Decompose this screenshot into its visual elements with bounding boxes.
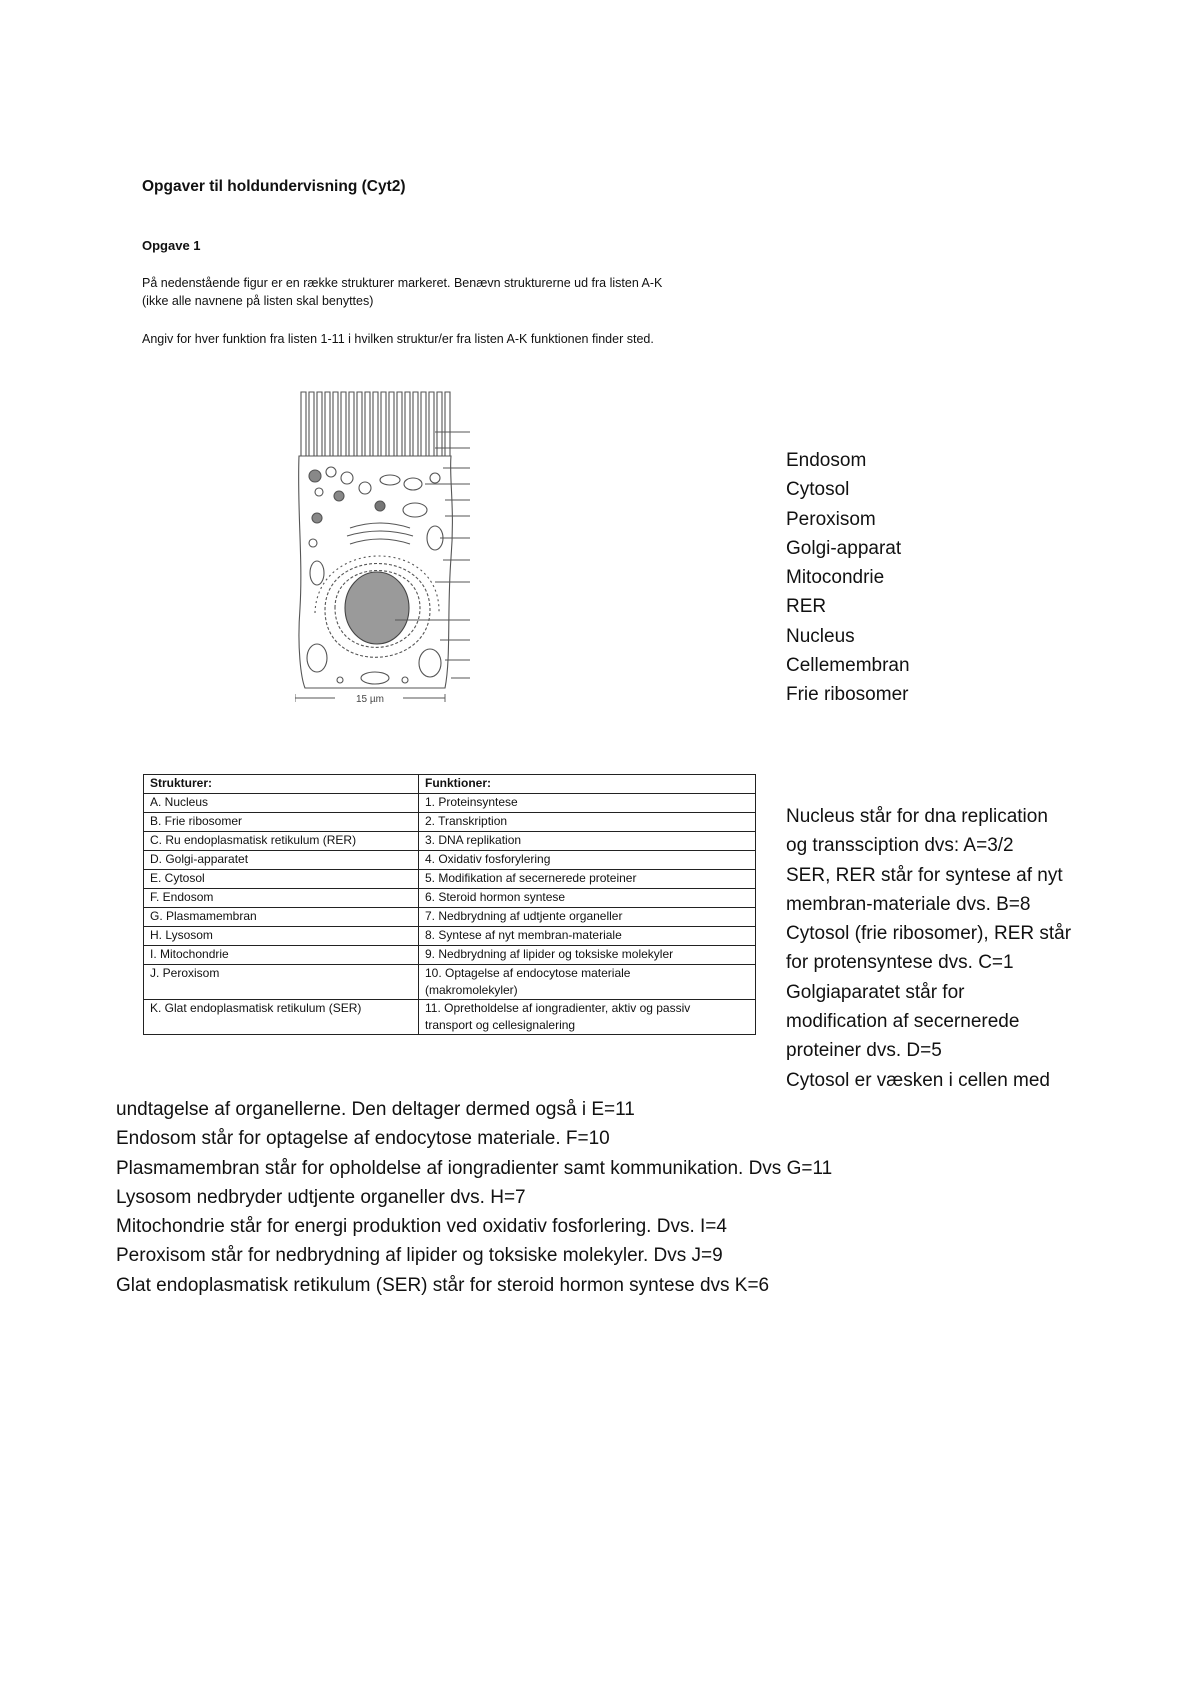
list-item: Cytosol <box>786 479 850 501</box>
list-item: Mitocondrie <box>786 567 885 589</box>
answer-line: Plasmamembran står for opholdelse af iongradienter samt kommunikation. Dvs G=11 <box>116 1157 833 1179</box>
scale-label: 15 µm <box>356 694 384 705</box>
cell-line: 10. Optagelse af endocytose materiale <box>425 966 631 980</box>
list-item: Golgi-apparat <box>786 537 902 559</box>
table-cell: I. Mitochondrie <box>144 946 419 965</box>
table-row <box>144 889 756 908</box>
task-instruction-2: Angiv for hver funktion fra listen 1-11 i hvilken struktur/er fra listen A-K funktionen finder sted. <box>142 332 654 346</box>
nucleus <box>345 572 409 644</box>
list-item: Peroxisom <box>786 508 876 530</box>
table-row <box>144 965 756 1000</box>
table-cell: F. Endosom <box>144 889 419 908</box>
table-row <box>144 946 756 965</box>
mitochondrion <box>307 644 327 672</box>
table-header: Funktioner: <box>419 775 756 794</box>
answer-line: og transsciption dvs: A=3/2 <box>786 835 1014 857</box>
table-cell: H. Lysosom <box>144 927 419 946</box>
table-cell: 8. Syntese af nyt membran-materiale <box>419 927 756 946</box>
table-row <box>144 813 756 832</box>
table-cell: E. Cytosol <box>144 870 419 889</box>
table-cell: 1. Proteinsyntese <box>419 794 756 813</box>
table-row <box>144 908 756 927</box>
table-cell: G. Plasmamembran <box>144 908 419 927</box>
microvilli <box>301 392 450 456</box>
answer-line: Endosom står for optagelse af endocytose materiale. F=10 <box>116 1128 610 1150</box>
answer-line: SER, RER står for syntese af nyt <box>786 864 1063 886</box>
table-cell: 4. Oxidativ fosforylering <box>419 851 756 870</box>
answer-line: Peroxisom står for nedbrydning af lipider og toksiske molekyler. Dvs J=9 <box>116 1245 723 1267</box>
list-item: Cellemembran <box>786 655 910 677</box>
answer-line: Mitochondrie står for energi produktion ved oxidativ fosforlering. Dvs. I=4 <box>116 1216 727 1238</box>
answer-line: proteiner dvs. D=5 <box>786 1040 942 1062</box>
answer-line: Nucleus står for dna replication <box>786 806 1048 827</box>
table-row <box>144 832 756 851</box>
table-cell: D. Golgi-apparatet <box>144 851 419 870</box>
cell-line: (makromolekyler) <box>425 983 518 997</box>
table-row <box>144 870 756 889</box>
label-lines <box>395 432 470 678</box>
list-item: Frie ribosomer <box>786 684 909 706</box>
table-row <box>144 794 756 813</box>
table-cell: J. Peroxisom <box>144 965 419 1000</box>
cell-line: transport og cellesignalering <box>425 1018 576 1032</box>
table-cell: A. Nucleus <box>144 794 419 813</box>
answer-line: for protensyntese dvs. C=1 <box>786 952 1014 974</box>
table-cell: 6. Steroid hormon syntese <box>419 889 756 908</box>
table-header: Strukturer: <box>144 775 419 794</box>
cell-diagram <box>295 388 495 708</box>
table-cell <box>419 965 756 1000</box>
table-header-row <box>144 775 756 794</box>
answer-line: Golgiaparatet står for <box>786 981 965 1003</box>
task-instruction-1: På nedenstående figur er en række strukturer markeret. Benævn strukturerne ud fra listen A-K (ikke alle navnene på listen skal benyttes) <box>142 276 663 308</box>
list-item: Nucleus <box>786 625 855 647</box>
table-cell: 9. Nedbrydning af lipider og toksiske molekyler <box>419 946 756 965</box>
cell-line: 11. Opretholdelse af iongradienter, aktiv og passiv <box>425 1001 691 1015</box>
golgi-apparatus <box>347 523 413 544</box>
answer-line: Cytosol (frie ribosomer), RER står <box>786 923 1072 945</box>
table-cell: C. Ru endoplasmatisk retikulum (RER) <box>144 832 419 851</box>
task-heading: Opgave 1 <box>142 238 201 253</box>
cell-diagram-svg <box>295 388 495 708</box>
table-row <box>144 851 756 870</box>
table-row <box>144 1000 756 1035</box>
document-title: Opgaver til holdundervisning (Cyt2) <box>142 178 406 195</box>
table-cell: 5. Modifikation af secernerede proteiner <box>419 870 756 889</box>
table-cell <box>419 1000 756 1035</box>
structure-name-list <box>786 446 910 710</box>
list-item: RER <box>786 596 827 618</box>
answer-line: Glat endoplasmatisk retikulum (SER) står for steroid hormon syntese dvs K=6 <box>116 1274 770 1296</box>
answer-line: Cytosol er væsken i cellen med <box>786 1069 1050 1091</box>
answer-line: membran-materiale dvs. B=8 <box>786 893 1031 915</box>
answer-line: undtagelse af organellerne. Den deltager dermed også i E=11 <box>116 1099 635 1120</box>
answers-full-width <box>116 1095 832 1300</box>
structures-functions-table <box>143 774 756 1035</box>
answers-right-column <box>786 802 1116 1095</box>
answer-line: modification af secernerede <box>786 1011 1020 1033</box>
list-item: Endosom <box>786 450 867 471</box>
table-cell: 2. Transkription <box>419 813 756 832</box>
table-cell: B. Frie ribosomer <box>144 813 419 832</box>
table-row <box>144 927 756 946</box>
table-cell: 3. DNA replikation <box>419 832 756 851</box>
answer-line: Lysosom nedbryder udtjente organeller dvs. H=7 <box>116 1186 526 1208</box>
table-cell: 7. Nedbrydning af udtjente organeller <box>419 908 756 927</box>
table-cell: K. Glat endoplasmatisk retikulum (SER) <box>144 1000 419 1035</box>
